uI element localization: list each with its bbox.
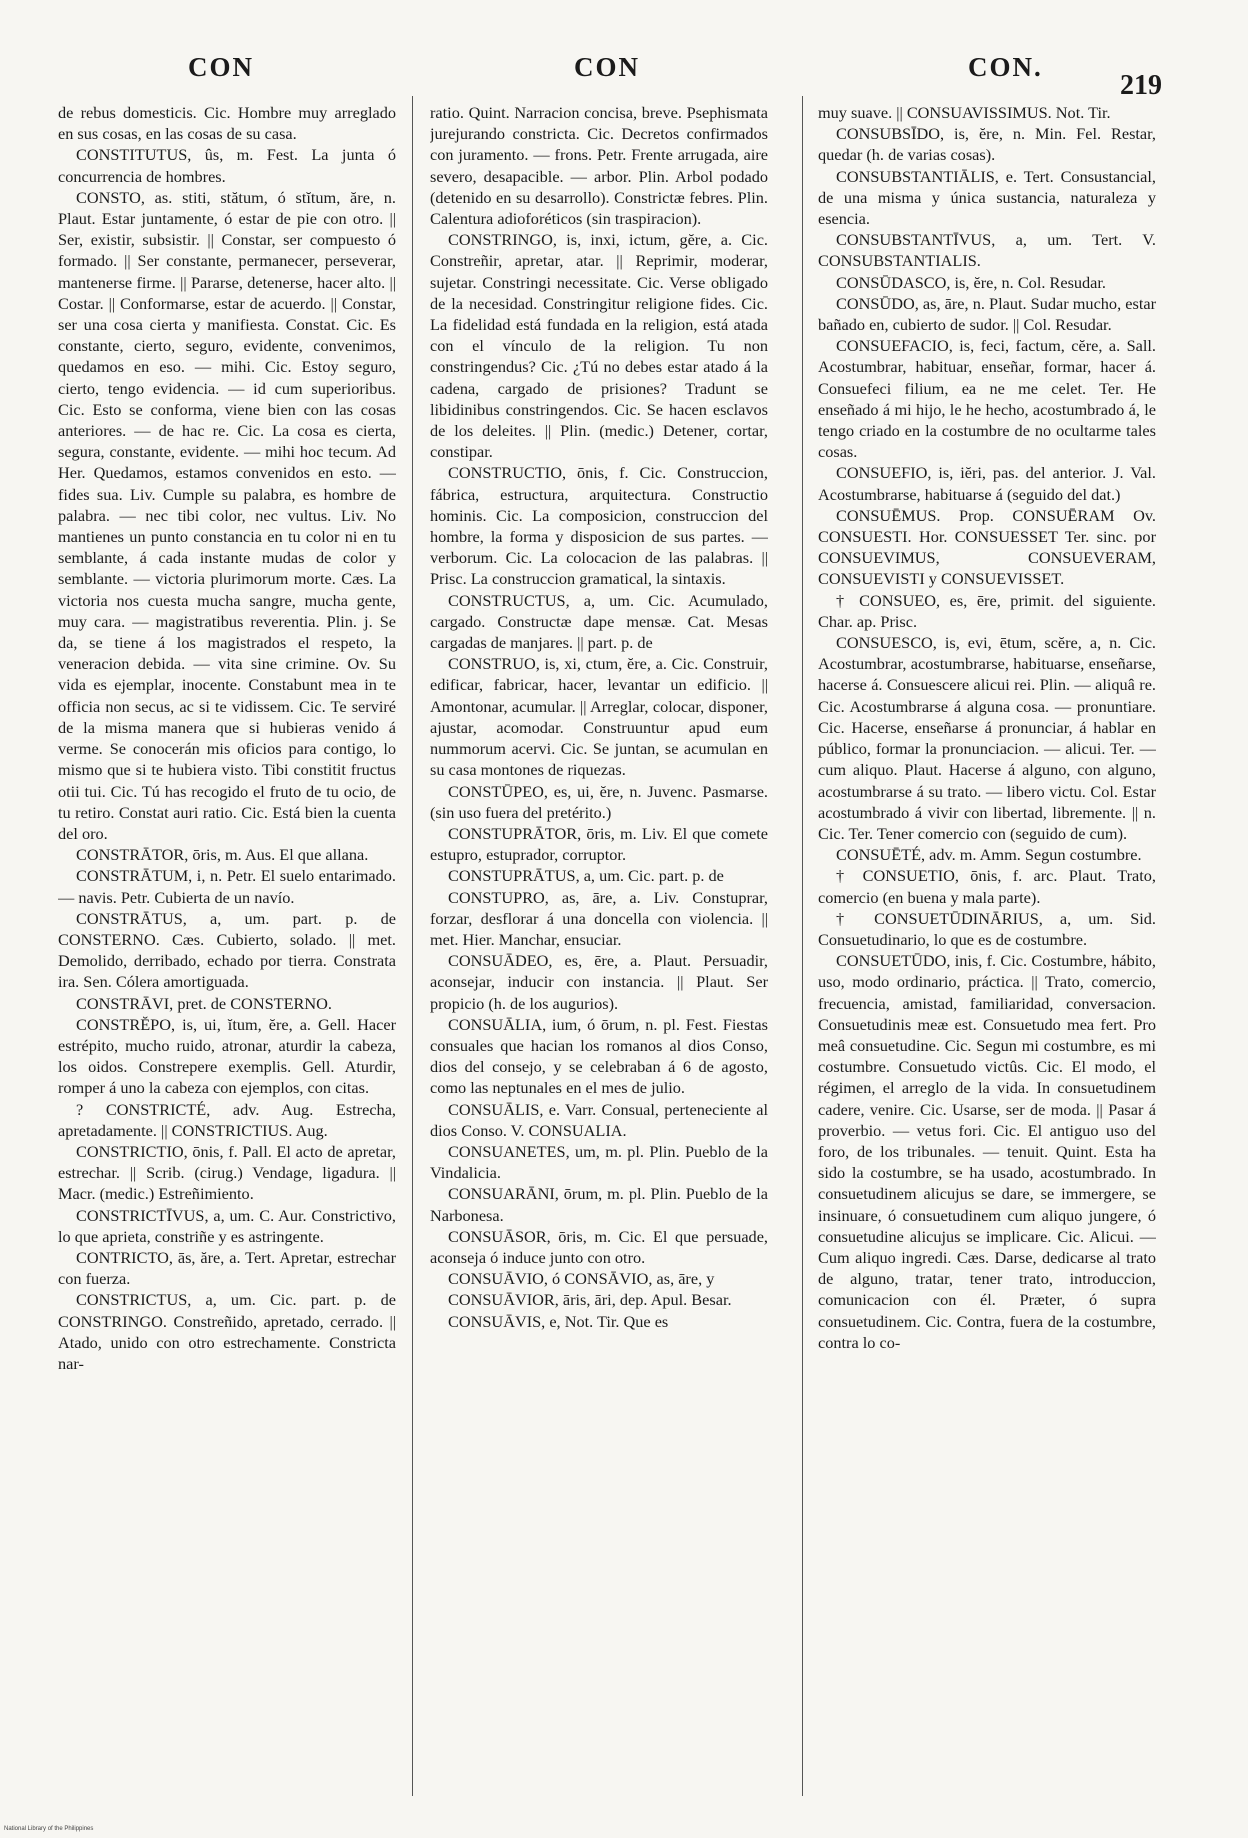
entry-paragraph: CONSTRĀVI, pret. de CONSTERNO. [76, 993, 332, 1013]
column-rule-2 [802, 96, 803, 1796]
entry-paragraph: CONSTRINGO, is, inxi, ictum, gĕre, a. Cic. Constreñir, apretar, atar. || Reprimir, moderar, sujetar. Constringi necessitate. Cic. Verse obligado de la necesidad. Constringitur religione fides. Cic. La fidelidad está fundada en la religion, está atada con el vínculo de la religion. Tu non constringendus? Cic. ¿Tú no debes estar atado á la cadena, cargado de prisiones? Tradunt se libidinibus constringendos. Cic. Se hacen esclavos de los deleites. || Plin. (medic.) Detener, cortar, constipar. [430, 230, 768, 462]
column-right [818, 102, 1156, 1802]
entry-paragraph: CONSUETŪDO, inis, f. Cic. Costumbre, hábito, uso, modo ordinario, práctica. || Trato, comercio, frecuencia, amistad, familiaridad, conversacion. Consuetudinis meæ est. Consuetudo mea fert. Pro meâ consuetudine. Cic. Segun mi costumbre, es mi costumbre. Consuetudo victûs. Cic. El modo, el régimen, el arreglo de la vida. In consuetudinem cadere, venire. Cic. Usarse, ser de moda. || Pasar á proverbio. — vetus fori. Cic. El antiguo uso del foro, de los tribunales. — tenuit. Quint. Esta ha sido la costumbre, se ha usado, acostumbrado. In consuetudinem alicujus se dare, se immergere, se insinuare, ó consuetudinem cum aliquo jungere, ó consuetudine alicujus se implicare. Cic. Alicui. — Cum aliquo ingredi. Cæs. Darse, dedicarse al trato de alguno, tratar, tener trato, introduccion, comunicacion con él. Præter, ó supra consuetudinem. Cic. Contra, fuera de la costumbre, contra lo co- [818, 951, 1156, 1352]
column-middle [430, 102, 768, 1802]
entry-paragraph: CONSTUPRĀTUS, a, um. Cic. part. p. de [448, 866, 724, 886]
entry-paragraph: CONSTUPRO, as, āre, a. Liv. Constuprar, forzar, desflorar á una doncella con violencia. || met. Hier. Manchar, ensuciar. [430, 887, 768, 949]
entry-paragraph: CONSUĀDEO, es, ēre, a. Plaut. Persuadir, aconsejar, inducir con instancia. || Plaut. Ser propicio (h. de los augurios). [430, 951, 768, 1013]
entry-paragraph: CONSUARĀNI, ōrum, m. pl. Plin. Pueblo de la Narbonesa. [430, 1184, 768, 1225]
entry-paragraph: de rebus domesticis. Cic. Hombre muy arreglado en sus cosas, en las cosas de su casa. [58, 103, 396, 144]
running-head-left: CON [188, 52, 254, 82]
footer-credit: National Library of the Philippines [4, 1826, 94, 1832]
column-rule-1 [412, 96, 413, 1796]
page-number: 219 [1120, 70, 1162, 101]
entry-paragraph: CONSUBSTANTIĀLIS, e. Tert. Consustancial, de una misma y única sustancia, naturaleza y esencia. [818, 166, 1156, 229]
entry-paragraph: CONSUBSĪDO, is, ĕre, n. Min. Fel. Restar, quedar (h. de varias cosas). [818, 124, 1156, 165]
entry-paragraph: CONSŪDASCO, is, ĕre, n. Col. Resudar. [836, 272, 1106, 292]
entry-paragraph: CONSTRUCTUS, a, um. Cic. Acumulado, cargado. Constructæ dape mensæ. Cat. Mesas cargadas de manjares. || part. p. de [430, 590, 768, 653]
entry-paragraph: ? CONSTRICTÉ, adv. Aug. Estrecha, apretadamente. || CONSTRICTIUS. Aug. [58, 1099, 396, 1140]
entry-paragraph: CONSUĒMUS. Prop. CONSUĒRAM Ov. CONSUESTI. Hor. CONSUESSET Ter. sinc. por CONSUEVIMUS, CONSUEVERAM, CONSUEVISTI y CONSUEVISSET. [818, 505, 1156, 589]
entry-paragraph: CONSTUPRĀTOR, ōris, m. Liv. El que comete estupro, estuprador, corruptor. [430, 823, 768, 865]
entry-paragraph: † CONSUEO, es, ēre, primit. del siguiente. Char. ap. Prisc. [818, 590, 1156, 631]
entry-paragraph: CONSTRĀTOR, ōris, m. Aus. El que allana. [76, 845, 369, 865]
entry-paragraph: CONSUEFIO, is, iĕri, pas. del anterior. J. Val. Acostumbrarse, habituarse á (seguido del dat.) [818, 463, 1156, 504]
column-left [58, 102, 396, 1802]
entry-paragraph: CONSTRICTUS, a, um. Cic. part. p. de CONSTRINGO. Constreñido, apretado, cerrado. || Atado, unido con otro estrechamente. Constricta nar- [58, 1290, 396, 1373]
entry-paragraph: ratio. Quint. Narracion concisa, breve. Psephismata jurejurando constricta. Cic. Decretos confirmados con juramento. — frons. Petr. Frente arrugada, aire severo, desapacible. — arbor. Plin. Arbol podado (detenido en su desarrollo). Constrictæ febres. Plin. Calentura adioforéticos (sin traspiracion). [430, 103, 768, 229]
entry-paragraph: † CONSUETŪDINĀRIUS, a, um. Sid. Consuetudinario, lo que es de costumbre. [818, 908, 1156, 949]
entry-paragraph: CONSUESCO, is, evi, ētum, scĕre, a, n. Cic. Acostumbrar, acostumbrarse, habituarse, enseñarse, hacerse á. Consuescere alicui rei. Plin. — aliquâ re. Cic. Acostumbrarse á alguna cosa. — pronuntiare. Cic. Hacerse, enseñarse á pronunciar, á hablar en público, formar la pronunciacion. — alicui. Ter. — cum aliquo. Plaut. Hacerse á alguno, con alguno, acostumbrarse á su trato. — libero victu. Col. Estar acostumbrado á vivir con libertad, libremente. || n. Cic. Ter. Tener comercio con (seguido de cum). [818, 633, 1156, 843]
entry-paragraph: CONSTRICTIO, ōnis, f. Pall. El acto de apretar, estrechar. || Scrib. (cirug.) Vendage, ligadura. || Macr. (medic.) Estreñimiento. [58, 1141, 396, 1204]
entry-paragraph: CONSTO, as. stiti, stătum, ó stĭtum, ăre, n. Plaut. Estar juntamente, ó estar de pie con otro. || Ser, existir, subsistir. || Constar, ser compuesto ó formado. || Ser constante, permanecer, perseverar, mantenerse firme. || Pararse, detenerse, hacer alto. || Costar. || Conformarse, estar de acuerdo. || Constar, ser una cosa cierta y manifiesta. Constat. Cic. Es constante, cierto, seguro, evidente, convenimos, quedamos en eso. — mihi. Cic. Estoy seguro, cierto, tengo evidencia. — id cum superioribus. Cic. Esto se conforma, viene bien con las cosas anteriores. — de hac re. Cic. La cosa es cierta, segura, constante, evidente. — mihi hoc tecum. Ad Her. Quedamos, estamos convenidos en esto. — fides sua. Liv. Cumple su palabra, es hombre de palabra. — nec tibi color, nec vultus. Liv. No mantienes un punto constancia en tu color ni en tu semblante, á cada instante mudas de color y semblante. — victoria plurimorum morte. Cæs. La victoria nos cuesta mucha sangre, mucha gente, muy cara. — magistratibus reverentia. Plin. j. Se da, se tiene á los magistrados el respeto, la veneracion debida. — vita sine crimine. Ov. Su vida es ejemplar, inocente. Constabunt mea in te officia non secus, ac si te vidissem. Cic. Te serviré de la misma manera que si hubieras venido á verme. Se conocerán mis oficios para contigo, lo mismo que si te hubiera visto. Tibi constitit fructus otii tui. Cic. Tú has recogido el fruto de tu ocio, de tu retiro. Constat auri ratio. Cic. Está bien la cuenta del oro. [58, 187, 396, 843]
entry-paragraph: CONSTRUCTIO, ōnis, f. Cic. Construccion, fábrica, estructura, arquitectura. Constructio hominis. Cic. La composicion, construccion del hombre, la forma y disposicion de sus partes. — verborum. Cic. La colocacion de las palabras. || Prisc. La construccion gramatical, la sintaxis. [430, 463, 768, 589]
entry-paragraph: CONSUĒTÉ, adv. m. Amm. Segun costumbre. [836, 845, 1142, 865]
entry-paragraph: CONSTRĀTUS, a, um. part. p. de CONSTERNO. Cæs. Cubierto, solado. || met. Demolido, derribado, echado por tierra. Constrata ira. Sen. Cólera amortiguada. [58, 908, 396, 992]
entry-paragraph: CONSUĀLIA, ium, ó ōrum, n. pl. Fest. Fiestas consuales que hacian los romanos al dios Conso, dios del consejo, y se celebraban á 6 de agosto, como las neptunales en el mes de julio. [430, 1014, 768, 1098]
entry-paragraph: CONTRICTO, ās, ăre, a. Tert. Apretar, estrechar con fuerza. [58, 1247, 396, 1289]
running-head-center: CON [574, 52, 640, 82]
entry-paragraph: CONSUĀLIS, e. Varr. Consual, perteneciente al dios Conso. V. CONSUALIA. [430, 1099, 768, 1140]
entry-paragraph: † CONSUETIO, ōnis, f. arc. Plaut. Trato, comercio (en buena y mala parte). [818, 866, 1156, 907]
entry-paragraph: muy suave. || CONSUAVISSIMUS. Not. Tir. [818, 103, 1111, 122]
entry-paragraph: CONSTITUTUS, ûs, m. Fest. La junta ó concurrencia de hombres. [58, 145, 396, 186]
entry-paragraph: CONSTRICTĪVUS, a, um. C. Aur. Constrictivo, lo que aprieta, constriñe y es astringente. [58, 1205, 396, 1246]
entry-paragraph: CONSUANETES, um, m. pl. Plin. Pueblo de la Vindalicia. [430, 1141, 768, 1183]
entry-paragraph: CONSŪDO, as, āre, n. Plaut. Sudar mucho, estar bañado en, cubierto de sudor. || Col. Resudar. [818, 293, 1156, 335]
entry-paragraph: CONSUĀVIOR, āris, āri, dep. Apul. Besar. [448, 1290, 732, 1310]
entry-paragraph: CONSUĀVIO, ó CONSĀVIO, as, āre, y [448, 1269, 715, 1289]
entry-paragraph: CONSTRUO, is, xi, ctum, ĕre, a. Cic. Construir, edificar, fabricar, hacer, levantar un edificio. || Amontonar, acumular. || Arreglar, colocar, disponer, ajustar, acomodar. Construuntur apud eum nummorum acervi. Cic. Se juntan, se acumulan en su casa montones de riquezas. [430, 654, 768, 780]
entry-paragraph: CONSUĀVIS, e, Not. Tir. Que es [448, 1311, 669, 1331]
entry-paragraph: CONSUBSTANTĪVUS, a, um. Tert. V. CONSUBSTANTIALIS. [818, 230, 1156, 271]
entry-paragraph: CONSUEFACIO, is, feci, factum, cĕre, a. Sall. Acostumbrar, habituar, enseñar, formar, hacer á. Consuefeci filium, ea ne me celet. Ter. He enseñado á mi hijo, le he hecho, acostumbrado á, le tengo criado en la costumbre de no ocultarme tales cosas. [818, 336, 1156, 462]
entry-paragraph: CONSTŪPEO, es, ui, ĕre, n. Juvenc. Pasmarse. (sin uso fuera del pretérito.) [430, 781, 768, 822]
running-head-right: CON. [968, 52, 1043, 82]
entry-paragraph: CONSUĀSOR, ōris, m. Cic. El que persuade, aconseja ó induce junto con otro. [430, 1226, 768, 1267]
entry-paragraph: CONSTRĀTUM, i, n. Petr. El suelo entarimado. — navis. Petr. Cubierta de un navío. [58, 866, 396, 907]
entry-paragraph: CONSTRĔPO, is, ui, ĭtum, ĕre, a. Gell. Hacer estrépito, mucho ruido, atronar, aturdir la cabeza, los oidos. Constrepere exemplis. Gell. Aturdir, romper á uno la cabeza con ejemplos, con citas. [58, 1014, 396, 1098]
